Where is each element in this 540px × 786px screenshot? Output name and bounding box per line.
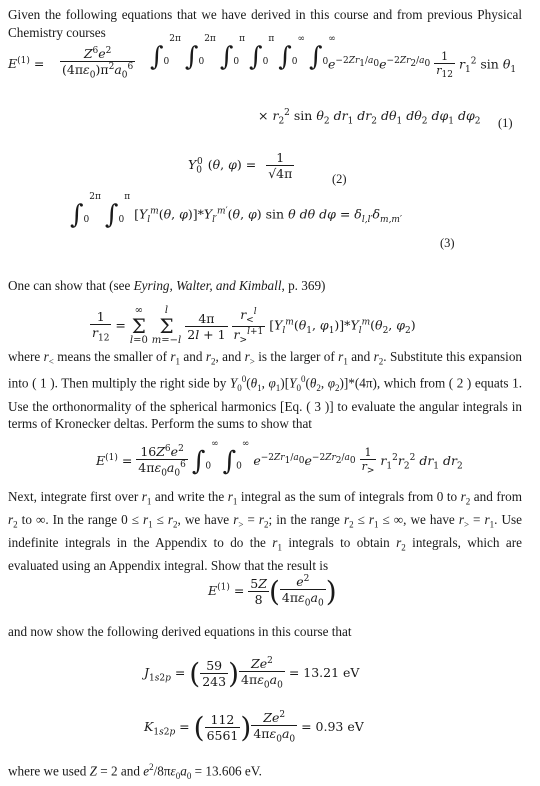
j-frac-num: 59: [200, 658, 228, 674]
show-line: One can show that (see Eyring, Walter, and Kimball, p. 369): [8, 278, 326, 293]
j-equation: $J_{1s2p}$ = ( $\frac{59}{243}$ ) $\frac{Ze^2}{4\pi\varepsilon_0a_0}$ = 13.21 eV: [144, 656, 360, 691]
eq2-body: $Y_0^0$ (θ, φ) = $\frac{1}{√4\pi}$: [188, 150, 293, 181]
k-frac-num: 112: [205, 712, 241, 728]
eq2-number: (2): [332, 172, 347, 186]
final-note: where we used Z = 2 and $e^2/8\pi\varepsilon_0a_0 = 13.606$ eV.: [8, 762, 262, 782]
eq5-body: $E^{(1)}$ = $\frac{5Z}{8}$ ( $\frac{e^2}{4\pi\varepsilon_0a_0}$ ): [208, 574, 337, 609]
eq4-body: $E^{(1)}$ = $\frac{16Z^6e^2}{4\pi\varepsilon_0a_0^6}$ $\int_0^\infty$ $\int_0^\infty$ $e^{-2Zr_1/a_0}e^{-2Zr_2/a_0}$ $\frac{1}{r_>}$ $r_1^2r_2^2$ $dr_1$ $dr_2$: [96, 438, 463, 479]
k-frac-den: 6561: [206, 727, 239, 743]
eq3-body: $\int_0^{2\pi}$ $\int_0^\pi$ [$Y_l^m(\theta$, $\varphi)]*Y_{l'}^{m'}(\theta$, φ) sin θ dθ $d\varphi = \delta_{l,l'}\delta_{m,m'}$: [70, 192, 403, 230]
k-equation: $K_{1s2p}$ = ( $\frac{112}{6561}$ ) $\frac{Ze^2}{4\pi\varepsilon_0a_0}$ = 0.93 eV: [144, 710, 364, 745]
eq1-coefficient: $\frac{Z^6e^2}{(4\pi\varepsilon_0)\pi^2a_0^6}$: [62, 46, 134, 81]
j-frac-den: 243: [202, 673, 227, 689]
eq1-line2: × $r_2^2$ $\sin \theta_2$ $dr_1$ $dr_2$ $d\theta_1$ $d\theta_2$ $d\varphi_1$ $d\varphi_2$: [258, 108, 481, 127]
paragraph-substitute: where $r_<$ means the smaller of $r_1$ and $r_2$, and $r_>$ is the larger of $r_1$ and $r_2$. Substitute this expansion into ( 1 ). Then multiply the right side by $Y_0^0(\theta_1$, $\varphi_1)[Y_0^0(\theta_2$, $\varphi_2)]*(4\pi)$, which from ( 2 ) equats 1. Use the orthonormality of the spherical harmonics [Eq. ( 3 )] to evaluate the angular integrals in terms of Kronecker deltas. Perform the sums to show that: [8, 349, 523, 432]
k-value: = 0.93 eV: [301, 718, 364, 734]
eq3-number: (3): [440, 236, 455, 250]
eq1-lhs: $E^{(1)}$ =: [8, 56, 45, 72]
eq1-number: (1): [498, 116, 513, 130]
eq1-integrals: $\int_0^{2\pi}$ $\int_0^{2\pi}$ $\int_0^\pi$ $\int_0^\pi$ $\int_0^\infty$ $\int_0^\infty$: [150, 34, 336, 72]
paragraph-derived: and now show the following derived equations in this course that: [8, 624, 352, 639]
paragraph-integrate: Next, integrate first over $r_1$ and write the $r_1$ integral as the sum of integrals from 0 to $r_2$ and from $r_2$ to ∞. In the range $0 \le r_1 \le r_2$, we have $r_> = r_2$; in the range $r_2 \le r_1$ ≤ ∞, we have $r_> = r_1$. Use indefinite integrals in the Appendix to do the $r_1$ integrals to obtain $r_2$ integrals, which are evaluated using an Appendix integral. Show that the result is: [8, 489, 522, 574]
j-value: = 13.21 eV: [288, 664, 360, 680]
eq1-integrand: $e^{-2Zr_1/a_0}e^{-2Zr_2/a_0}$ $\frac{1}{r_{12}}$ $r_1^2$ $\sin \theta_1$: [328, 50, 517, 81]
intro-text: Given the following equations that we have derived in this course and from previous Physical Chemistry courses: [8, 7, 522, 40]
expansion-equation: $\frac{1}{r_{12}}$ = ∞ Σ l=0 l Σ m=−l $\frac{4\pi}{2l + 1}$ $\frac{r_<^l}{r_>^{l+1}}$ [$Y_l^m(\theta_1$, $\varphi_1)]*Y_l^m(\theta_2$, $\varphi_2$): [92, 305, 416, 346]
